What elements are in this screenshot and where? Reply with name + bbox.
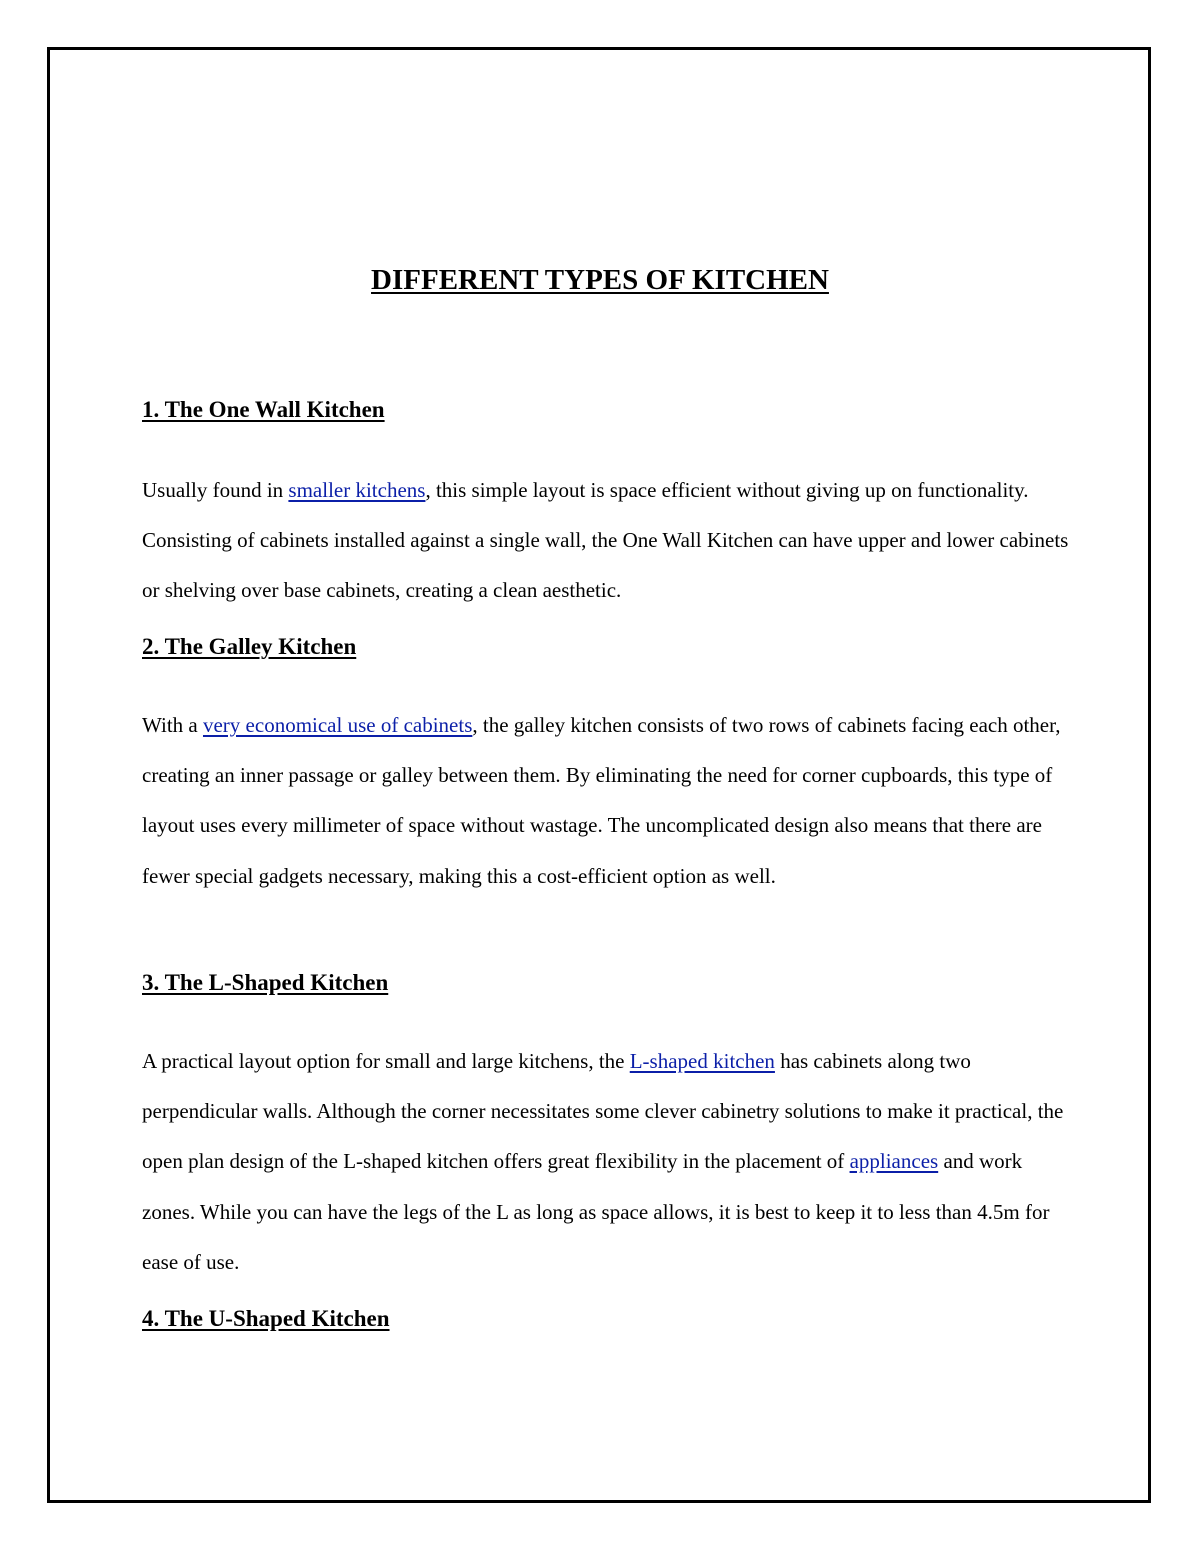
paragraph-text: Usually found in xyxy=(142,478,289,502)
section-paragraph-galley xyxy=(142,700,1072,901)
link-economical-cabinets[interactable]: very economical use of cabinets xyxy=(202,713,473,737)
section-heading-one-wall: 1. The One Wall Kitchen xyxy=(142,397,385,422)
page-title: DIFFERENT TYPES OF KITCHEN xyxy=(371,264,829,296)
section-paragraph-l-shaped xyxy=(142,1036,1072,1287)
paragraph-text: , the galley kitchen consists of two rows of cabinets facing each other, creating an inner passage or galley between them. By eliminating the need for corner cupboards, this type of layout uses every millimeter of space without wastage. The uncomplicated design also means that there are fewer special gadgets necessary, making this a cost-efficient option as well. xyxy=(142,713,1061,888)
link-appliances[interactable]: appliances xyxy=(849,1149,939,1174)
paragraph-text: A practical layout option for small and large kitchens, the xyxy=(142,1049,630,1073)
section-heading-galley: 2. The Galley Kitchen xyxy=(142,634,357,659)
section-heading-l-shaped: 3. The L-Shaped Kitchen xyxy=(142,970,389,995)
section-paragraph-one-wall xyxy=(142,465,1072,616)
paragraph-text: and work zones. While you can have the legs of the L as long as space allows, it is best to keep it to less than 4.5m for ease of use. xyxy=(142,1149,1050,1274)
link-smaller-kitchens[interactable]: smaller kitchens xyxy=(288,478,426,502)
link-l-shaped-kitchen[interactable]: L-shaped kitchen xyxy=(629,1049,775,1073)
paragraph-text: has cabinets along two perpendicular walls. Although the corner necessitates some clever cabinetry solutions to make it practical, the open plan design of the L-shaped kitchen offers great flexibility in the placement of xyxy=(142,1049,1064,1174)
section-heading-u-shaped: 4. The U-Shaped Kitchen xyxy=(142,1306,390,1331)
paragraph-text: With a xyxy=(142,713,203,737)
paragraph-text: , this simple layout is space efficient without giving up on functionality. Consisting of cabinets installed against a single wall, the One Wall Kitchen can have upper and lower cabinets or shelving over base cabinets, creating a clean aesthetic. xyxy=(142,478,1069,603)
